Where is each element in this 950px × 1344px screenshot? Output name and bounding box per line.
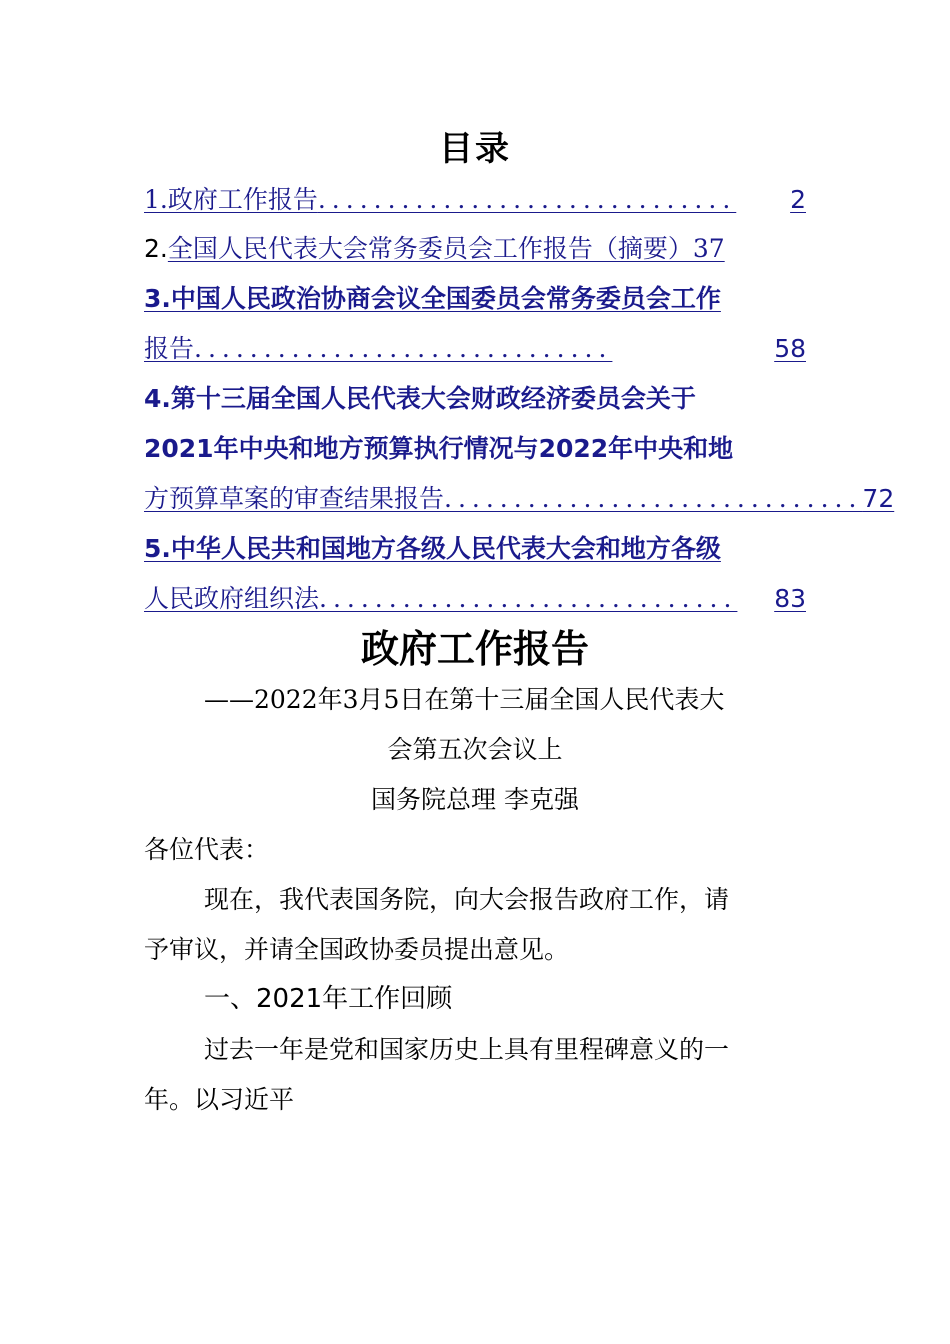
report-speaker: 国务院总理 李克强: [371, 785, 579, 814]
toc-entry-4-leader: ..............................: [444, 484, 863, 513]
toc-entry-5-page[interactable]: 83: [774, 584, 806, 613]
paragraph-1-line-1: 现在，我代表国务院，向大会报告政府工作，请: [204, 885, 730, 914]
report-subtitle-line-2: 会第五次会议上: [387, 735, 563, 764]
paragraph-2-line-1: 过去一年是党和国家历史上具有里程碑意义的一: [204, 1035, 730, 1064]
report-title: 政府工作报告: [360, 627, 589, 671]
toc-entry-4-line-1[interactable]: [144, 379, 806, 419]
toc-entry-3-text-2[interactable]: 报告: [144, 334, 195, 363]
salutation: 各位代表：: [144, 835, 270, 864]
toc-entry-3-line-1[interactable]: [144, 279, 806, 319]
toc-entry-1-leader: ..............................: [317, 185, 737, 214]
toc-entry-1-text[interactable]: 1.政府工作报告: [144, 185, 318, 214]
toc-entry-2[interactable]: [144, 229, 806, 269]
paragraph-2-line-2: 年。以习近平: [144, 1085, 295, 1114]
toc-entry-5-leader: ..............................: [319, 584, 738, 613]
toc-entry-5-text-2[interactable]: 人民政府组织法: [144, 584, 320, 613]
toc-entry-5-line-2[interactable]: [144, 579, 806, 619]
toc-entry-5-line-1[interactable]: [144, 529, 806, 569]
toc-title: 目录: [439, 129, 511, 169]
section-1-heading: 一、2021年工作回顾: [204, 984, 453, 1014]
toc-entry-4-line-2[interactable]: [144, 429, 806, 469]
toc-entry-3-text-1[interactable]: 3.中国人民政治协商会议全国委员会常务委员会工作: [144, 284, 721, 313]
toc-entry-1[interactable]: [144, 180, 806, 220]
toc-entry-2-text[interactable]: 全国人民代表大会常务委员会工作报告（摘要）37: [167, 234, 725, 263]
toc-entry-4-page[interactable]: 72: [862, 484, 895, 513]
toc-entry-3-line-2[interactable]: [144, 329, 806, 369]
toc-entry-1-page[interactable]: 2: [790, 185, 806, 214]
toc-entry-4-text-1[interactable]: 4.第十三届全国人民代表大会财政经济委员会关于: [144, 384, 696, 413]
toc-entry-4-text-2[interactable]: 2021年中央和地方预算执行情况与2022年中央和地: [144, 434, 734, 463]
toc-entry-3-page[interactable]: 58: [774, 334, 806, 363]
report-subtitle-line-1: ——2022年3月5日在第十三届全国人民代表大: [204, 685, 725, 714]
toc-entry-4-text-3[interactable]: 方预算草案的审查结果报告: [144, 484, 445, 513]
toc-entry-3-leader: ..............................: [194, 334, 613, 363]
paragraph-1-line-2: 予审议，并请全国政协委员提出意见。: [144, 935, 570, 964]
toc-entry-2-number: 2.: [144, 234, 168, 263]
toc-entry-4-line-3[interactable]: [144, 479, 895, 519]
toc-entry-5-text-1[interactable]: 5.中华人民共和国地方各级人民代表大会和地方各级: [144, 534, 721, 563]
